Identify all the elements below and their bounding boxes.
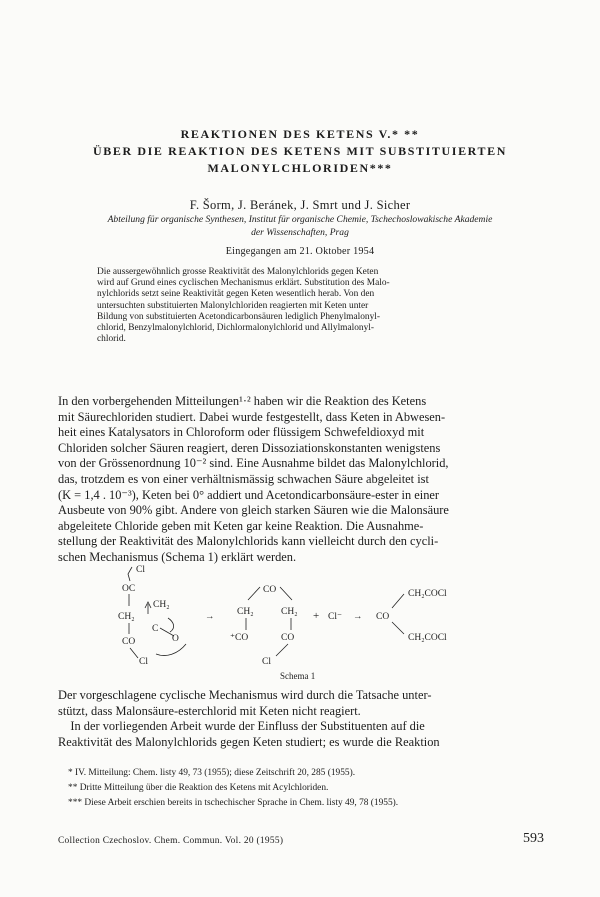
body-paragraph-2 — [58, 688, 546, 750]
abstract-line: Bildung von substituierten Acetondicarbonsäuren lediglich Phenylmalonyl- — [97, 311, 381, 322]
body-line: mit Säurechloriden studiert. Dabei wurde festgestellt, dass Keten in Abwesen- — [58, 409, 446, 424]
bond — [130, 648, 138, 658]
bond — [248, 587, 260, 600]
footnote: ** Dritte Mitteilung über die Reaktion des Ketens mit Acylchloriden. — [68, 783, 329, 794]
scheme-middle-co-top: CO — [263, 585, 277, 595]
scheme-left-co: CO — [122, 637, 136, 647]
body-line: In der vorliegenden Arbeit wurde der Einfluss der Substituenten auf die — [58, 719, 425, 734]
scheme-chloride-ion: Cl⁻ — [328, 612, 342, 622]
body-line: Chloriden solcher Säuren reagiert, deren Dissoziationskonstanten wenigstens — [58, 440, 441, 455]
footnote: *** Diese Arbeit erschien bereits in tschechischer Sprache in Chem. listy 49, 78 (1955). — [68, 798, 399, 809]
abstract-line: chlorid. — [97, 334, 126, 345]
scheme-middle-co-plus: ⁺CO — [230, 633, 249, 643]
body-line: In den vorbergehenden Mitteilungen¹·² haben wir die Reaktion des Ketens — [58, 394, 427, 408]
scheme-left-ch2-right: CH₂ — [153, 600, 170, 610]
body-line: von der Grössenordnung 10⁻² sind. Eine Ausnahme bildet das Malonylchlorid, — [58, 456, 449, 471]
scheme-arrow-2: → — [353, 612, 363, 622]
footnote: * IV. Mitteilung: Chem. listy 49, 73 (1955); diese Zeitschrift 20, 285 (1955). — [68, 768, 356, 778]
electron-arrow — [156, 644, 186, 656]
body-line: Der vorgeschlagene cyclische Mechanismus wird durch die Tatsache unter- — [58, 688, 432, 702]
bond — [280, 587, 292, 600]
scheme-right-ch2cocl-top: CH₂COCl — [408, 589, 447, 599]
body-line: abgeleitete Chloride geben mit Keten gar keine Reaktion. Die Ausnahme- — [58, 518, 424, 533]
affiliation-line-1: Abteilung für organische Synthesen, Institut für organische Chemie, Tschechoslowakische Akademie — [107, 214, 493, 225]
scheme-left-o: O — [172, 634, 179, 644]
electron-arrow — [168, 618, 174, 632]
abstract-line: nylchlorids setzt seine Reaktivität gegen Keten wesentlich herab. Von den — [97, 289, 375, 300]
body-line: schen Mechanismus (Schema 1) erklärt werden. — [58, 549, 297, 564]
body-line: (K = 1,4 . 10⁻³), Keten bei 0° addiert und Acetondicarbonsäure-ester in einer — [58, 487, 440, 502]
scheme-left-oc: OC — [122, 584, 136, 594]
scheme-middle-ch2-right: CH₂ — [281, 607, 298, 617]
scheme-right-ch2cocl-bottom: CH₂COCl — [408, 633, 447, 643]
title-line-3: MALONYLCHLORIDEN*** — [207, 161, 393, 175]
scheme-middle-ch2-left: CH₂ — [237, 607, 254, 617]
bond — [276, 644, 288, 656]
affiliation — [42, 214, 558, 239]
scheme-plus: + — [313, 610, 320, 622]
authors: F. Šorm, J. Beránek, J. Smrt und J. Sicher — [189, 198, 411, 212]
article-title — [40, 126, 560, 177]
body-line: Ausbeute von 90% gibt. Andere von gleich starken Säuren wie die Malonsäure — [58, 503, 449, 518]
scheme-left-cl-top: Cl — [136, 565, 145, 575]
body-line: Reaktivität des Malonylchlorids gegen Keten studiert; es wurde die Reaktion — [58, 734, 440, 749]
abstract-line: chlorid, Benzylmalonylchlorid, Dichlormalonylchlorid und Allylmalonyl- — [97, 323, 375, 334]
footnotes — [68, 766, 548, 812]
received-date: Eingegangen am 21. Oktober 1954 — [225, 246, 375, 257]
scheme-right-co: CO — [376, 612, 390, 622]
abstract-line: untersuchten substituierten Malonylchloriden reagierten mit Keten unter — [97, 300, 369, 311]
title-line-2: ÜBER DIE REAKTION DES KETENS MIT SUBSTITUIERTEN — [93, 144, 507, 158]
body-line: das, trotzdem es von einer verhältnismässig schwachen Säure abgeleitet ist — [58, 471, 429, 486]
affiliation-line-2: der Wissenschaften, Prag — [251, 226, 349, 238]
page-number: 593 — [523, 831, 544, 846]
scheme-left-ch2: CH₂ — [118, 612, 135, 622]
scheme-caption: Schema 1 — [280, 671, 316, 680]
journal-citation: Collection Czechoslov. Chem. Commun. Vol. 20 (1955) — [58, 836, 284, 846]
reaction-scheme — [108, 562, 518, 680]
title-line-1: REAKTIONEN DES KETENS V.* ** — [180, 127, 420, 141]
body-line: stellung der Reaktivität des Malonylchlorids kann vielleicht durch den cycli- — [58, 534, 439, 549]
abstract — [97, 267, 510, 345]
scheme-left-cl-bottom: Cl — [139, 657, 148, 667]
body-line: stützt, dass Malonsäure-esterchlorid mit Keten nicht reagiert. — [58, 703, 361, 718]
abstract-line: Die aussergewöhnlich grosse Reaktivität des Malonylchlorids gegen Keten — [97, 267, 379, 277]
scheme-middle-cl: Cl — [262, 657, 271, 667]
scheme-left-c: C — [152, 624, 159, 634]
bond — [392, 622, 404, 634]
body-line: heit eines Katalysators in Chloroform oder flüssigem Schwefeldioxyd mit — [58, 425, 425, 440]
scheme-middle-co-bottom: CO — [281, 633, 295, 643]
abstract-line: wird auf Grund eines cyclischen Mechanismus erklärt. Substitution des Malo- — [97, 278, 390, 289]
scheme-arrow-1: → — [205, 612, 215, 622]
body-paragraph-1 — [58, 394, 546, 566]
bond — [392, 594, 404, 608]
bond — [128, 567, 132, 581]
